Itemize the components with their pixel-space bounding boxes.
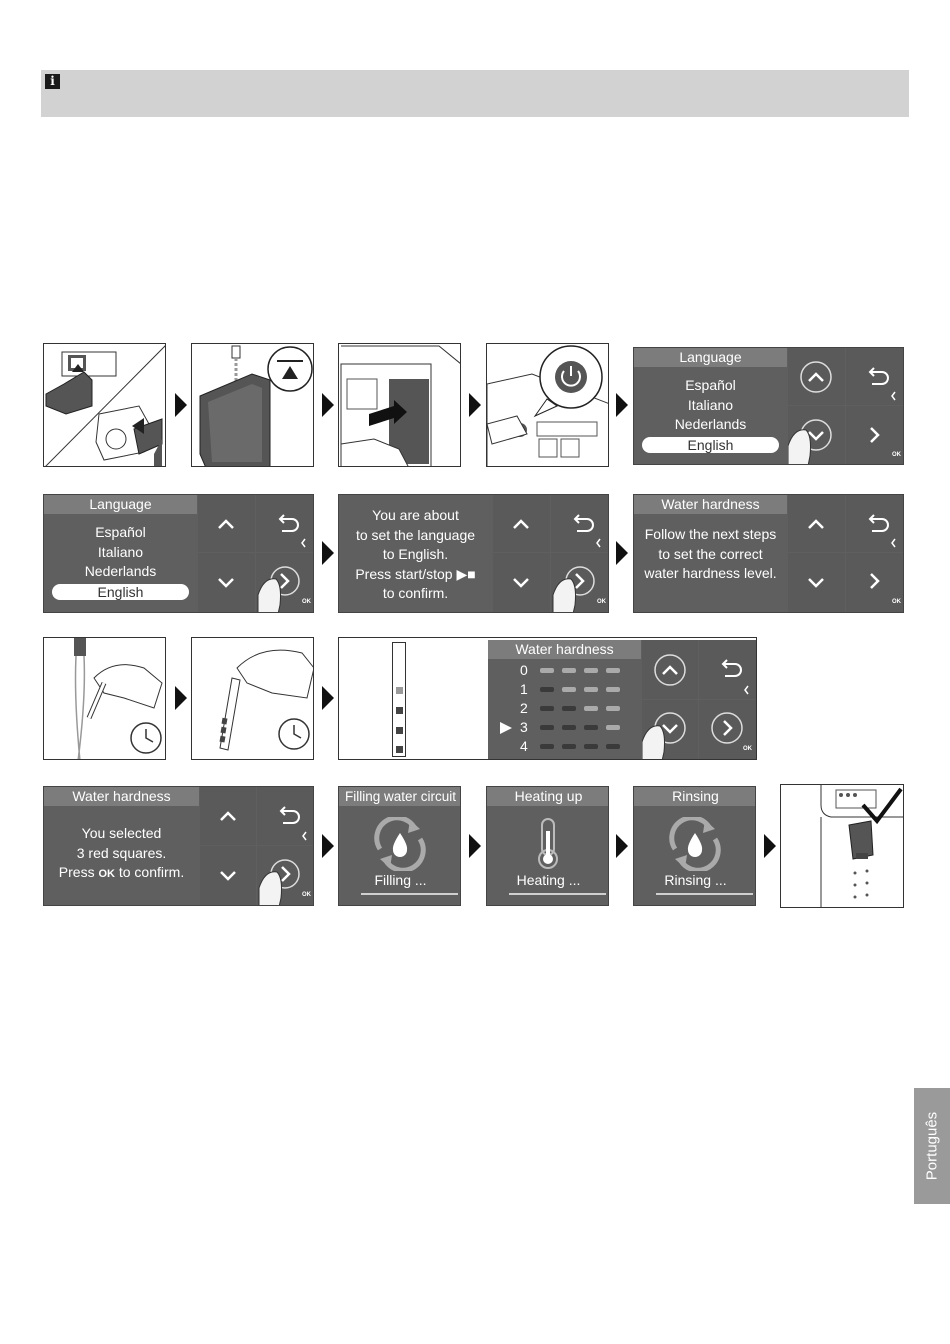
filling-screen (338, 786, 461, 906)
test-strip (392, 642, 406, 757)
screen-title: Heating up (487, 787, 609, 806)
hardness-level[interactable]: 1 (488, 680, 648, 699)
water-tank-illustration (191, 343, 314, 467)
water-cycle-icon (370, 817, 430, 871)
hardness-level[interactable]: 2 (488, 699, 648, 718)
down-button[interactable] (493, 553, 550, 613)
heating-screen (486, 786, 609, 906)
svg-text:OK: OK (892, 452, 901, 458)
language-option-selected[interactable]: English (642, 437, 780, 453)
language-option[interactable]: Italiano (97, 543, 144, 560)
down-button[interactable] (788, 406, 845, 465)
back-button[interactable] (699, 640, 757, 699)
message-line: Press OK to confirm. (58, 864, 185, 880)
status-text: Filling ... (374, 872, 427, 888)
screen-title: Language (634, 348, 787, 367)
language-confirm-screen (43, 494, 314, 613)
language-list (634, 376, 787, 455)
ok-button[interactable] (699, 700, 757, 760)
power-on-illustration (486, 343, 609, 467)
svg-text:OK: OK (302, 599, 311, 605)
progress-line (361, 893, 458, 895)
plug-in-illustration (43, 343, 166, 467)
language-side-tab (914, 1088, 950, 1204)
hardness-level[interactable]: 4 (488, 737, 648, 756)
up-button[interactable] (788, 348, 845, 405)
message-line: Follow the next steps (644, 526, 777, 542)
language-list (44, 523, 197, 602)
screen-title: Rinsing (634, 787, 756, 806)
language-option-selected[interactable]: English (52, 584, 190, 600)
svg-text:OK: OK (302, 892, 311, 898)
side-tab-label: Português (923, 1111, 941, 1181)
water-hardness-screen (488, 640, 757, 760)
water-hardness-intro-screen (633, 494, 904, 613)
thermometer-icon (533, 817, 563, 871)
dispensing-done-illustration (780, 784, 904, 908)
status-text: Rinsing ... (664, 872, 727, 888)
down-button[interactable] (200, 846, 256, 906)
screen-title: Water hardness (44, 787, 199, 806)
progress-line (656, 893, 753, 895)
screen-title: Water hardness (634, 495, 787, 514)
svg-text:OK: OK (743, 746, 752, 752)
status-text: Heating ... (516, 872, 581, 888)
hardness-levels (488, 661, 641, 760)
hardness-level-selected[interactable]: 3 (488, 718, 648, 737)
strip-square (396, 746, 403, 753)
info-icon: i (45, 74, 60, 89)
message-line: to English. (382, 546, 449, 562)
step-arrow (322, 834, 334, 858)
step-arrow (616, 393, 628, 417)
strip-square (396, 707, 403, 714)
info-bar (41, 70, 909, 117)
selected-message (44, 824, 199, 885)
screen-title: Filling water circuit (339, 787, 461, 806)
hardness-selection-panel (338, 637, 757, 760)
step-arrow (469, 834, 481, 858)
down-button[interactable] (642, 700, 698, 760)
message-line: 3 red squares. (76, 844, 167, 861)
up-button[interactable] (788, 495, 845, 552)
hardness-level[interactable]: 0 (488, 661, 648, 680)
step-arrow (616, 541, 628, 565)
hardness-confirm-screen (43, 786, 314, 906)
ok-button[interactable] (257, 846, 314, 906)
screen-title: Water hardness (488, 640, 641, 659)
language-option[interactable]: Español (685, 377, 736, 393)
back-button[interactable] (846, 348, 904, 405)
ok-button[interactable] (846, 406, 904, 465)
step-arrow (322, 393, 334, 417)
intro-message (634, 525, 787, 584)
strip-square (396, 727, 403, 734)
down-button[interactable] (198, 553, 255, 613)
message-line: to set the language (355, 526, 476, 543)
selection-pointer-icon (500, 722, 512, 734)
progress-line (509, 893, 606, 895)
up-button[interactable] (198, 495, 255, 552)
message-line: You are about (372, 507, 459, 523)
step-arrow (322, 686, 334, 710)
language-option[interactable]: Nederlands (84, 563, 157, 579)
brew-group-illustration (338, 343, 461, 467)
language-option[interactable]: Italiano (687, 396, 734, 413)
confirm-message (339, 506, 492, 604)
step-arrow (322, 541, 334, 565)
step-arrow (175, 686, 187, 710)
strip-square (396, 687, 403, 694)
message-line: You selected (81, 825, 162, 841)
water-cycle-icon (665, 817, 725, 871)
svg-text:OK: OK (892, 599, 901, 605)
up-button[interactable] (200, 787, 256, 845)
back-button[interactable] (256, 495, 314, 552)
confirm-language-screen (338, 494, 609, 613)
message-line: Press start/stop ▶■ (355, 565, 476, 582)
message-line: water hardness level. (644, 565, 777, 581)
step-arrow (469, 393, 481, 417)
dip-test-strip-illustration (43, 637, 166, 760)
language-option[interactable]: Nederlands (674, 416, 747, 432)
message-line: to set the correct (658, 545, 763, 562)
down-button[interactable] (788, 553, 845, 613)
ok-button[interactable] (551, 553, 609, 613)
language-option[interactable]: Español (95, 524, 146, 540)
back-button[interactable] (551, 495, 609, 552)
back-button[interactable] (846, 495, 904, 552)
up-button[interactable] (493, 495, 550, 552)
step-arrow (175, 393, 187, 417)
back-button[interactable] (257, 787, 314, 845)
step-arrow (616, 834, 628, 858)
screen-title: Language (44, 495, 197, 514)
up-button[interactable] (642, 640, 698, 699)
step-arrow (764, 834, 776, 858)
ok-button[interactable] (256, 553, 314, 613)
svg-text:OK: OK (597, 599, 606, 605)
hold-test-strip-illustration (191, 637, 314, 760)
message-line: to confirm. (382, 585, 449, 601)
ok-button[interactable] (846, 553, 904, 613)
rinsing-screen (633, 786, 756, 906)
language-screen (633, 347, 904, 465)
